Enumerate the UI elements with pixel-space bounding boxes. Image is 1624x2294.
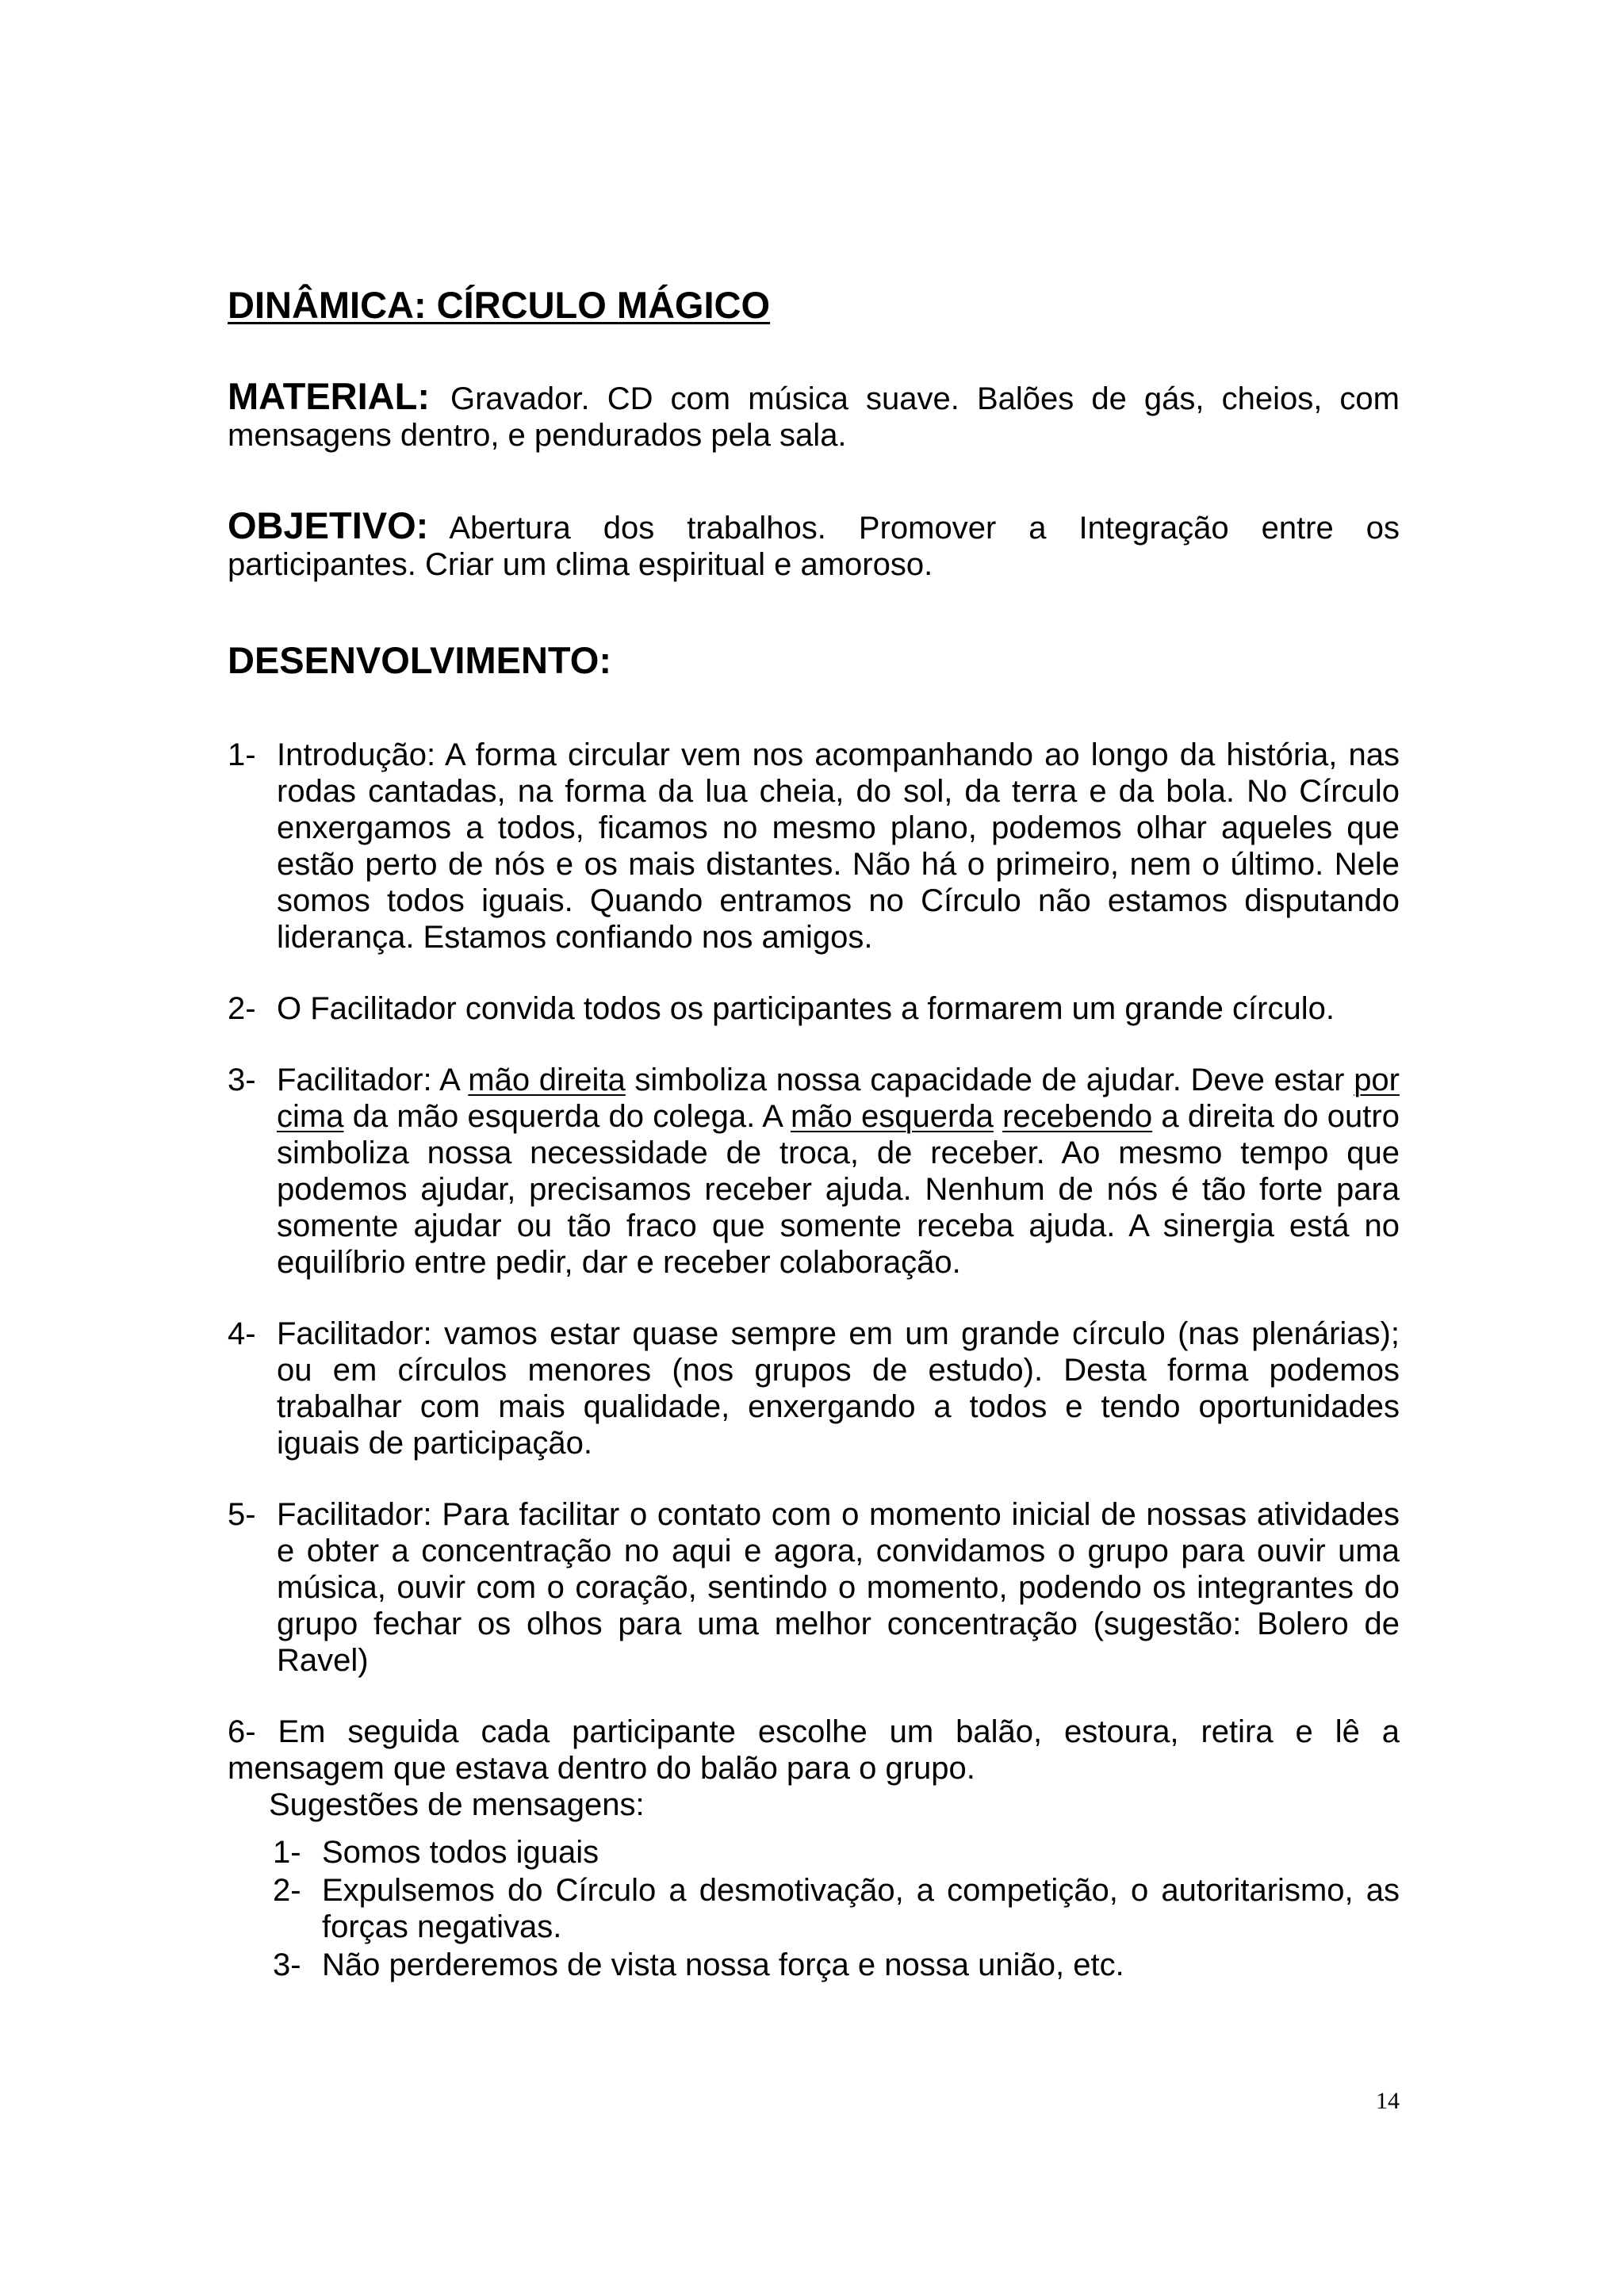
- material-text: Gravador. CD com música suave. Balões de gás, cheios, com mensagens dentro, e pendurados pela sala.: [228, 381, 1400, 453]
- page-title: DINÂMICA: CÍRCULO MÁGICO: [228, 284, 771, 326]
- step-item-4: [228, 1316, 1400, 1461]
- step-item-6: 6- Em seguida cada participante escolhe um balão, estoura, retira e lê a mensagem que estava dentro do balão para o grupo.: [228, 1714, 1400, 1786]
- step-text-part: simboliza nossa capacidade de ajudar. Deve estar: [625, 1063, 1354, 1097]
- suggestion-text: Não perderemos de vista nossa força e nossa união, etc.: [322, 1947, 1124, 1982]
- step-item-3: [228, 1062, 1400, 1281]
- suggestion-item: [273, 1872, 1400, 1945]
- desenvolvimento-heading: DESENVOLVIMENTO:: [228, 639, 611, 681]
- underlined-phrase: recebendo: [1002, 1099, 1153, 1134]
- suggestion-text: Expulsemos do Círculo a desmotivação, a competição, o autoritarismo, as forças negativas.: [322, 1873, 1400, 1944]
- step-text: Facilitador: Para facilitar o contato com o momento inicial de nossas atividades e obter a concentração no aqui e agora, convidamos o grupo para ouvir uma música, ouvir com o coração, sentindo o momento, podendo os integrantes do grupo fechar os olhos para uma melhor concentração (sugestão: Bolero de Ravel): [277, 1497, 1400, 1678]
- step-item-2: [228, 990, 1400, 1027]
- suggestion-item: [273, 1834, 1400, 1871]
- step-item-1: [228, 737, 1400, 956]
- suggestion-number: 1-: [273, 1835, 301, 1870]
- step-text-part: a direita do outro simboliza nossa necessidade de troca, de receber. Ao mesmo tempo que podemos ajudar, precisamos receber ajuda. Nenhum de nós é tão forte para somente ajudar ou tão fraco que somente receba ajuda. A sinergia está no equilíbrio entre pedir, dar e receber colaboração.: [277, 1099, 1400, 1280]
- page-content: [228, 281, 1400, 1985]
- suggestion-item: [273, 1947, 1400, 1983]
- suggestions-title: Sugestões de mensagens:: [269, 1787, 645, 1822]
- underlined-phrase: mão esquerda: [791, 1099, 994, 1134]
- step-text-part: [994, 1099, 1002, 1134]
- page-number: 14: [1376, 2088, 1400, 2114]
- step-text: Introdução: A forma circular vem nos acompanhando ao longo da história, nas rodas cantadas, na forma da lua cheia, do sol, da terra e da bola. No Círculo enxergamos a todos, ficamos no mesmo plano, podemos olhar aqueles que estão perto de nós e os mais distantes. Não há o primeiro, nem o último. Nele somos todos iguais. Quando entramos no Círculo não estamos disputando liderança. Estamos confiando nos amigos.: [277, 737, 1400, 955]
- step-number: 5-: [228, 1497, 256, 1532]
- objetivo-section: [228, 504, 1400, 583]
- step-text: Facilitador: vamos estar quase sempre em um grande círculo (nas plenárias); ou em círculos menores (nos grupos de estudo). Desta forma podemos trabalhar com mais qualidade, enxergando a todos e tendo oportunidades iguais de participação.: [277, 1316, 1400, 1461]
- step-item-5: [228, 1496, 1400, 1679]
- objetivo-text: Abertura dos trabalhos. Promover a Integração entre os participantes. Criar um clima espiritual e amoroso.: [228, 511, 1400, 582]
- suggestion-number: 2-: [273, 1873, 301, 1908]
- underlined-phrase: mão direita: [468, 1063, 626, 1097]
- suggestion-text: Somos todos iguais: [322, 1835, 599, 1870]
- step-number: 1-: [228, 737, 256, 772]
- step-number: 2-: [228, 991, 256, 1026]
- material-section: [228, 375, 1400, 454]
- objetivo-label: OBJETIVO:: [228, 504, 429, 546]
- step-text: O Facilitador convida todos os participantes a formarem um grande círculo.: [277, 991, 1335, 1026]
- step-number: 3-: [228, 1063, 256, 1097]
- material-label: MATERIAL:: [228, 375, 430, 417]
- step-text-part: Facilitador: A: [277, 1063, 469, 1097]
- underlined-phrase: por cima: [277, 1063, 1400, 1134]
- suggestion-number: 3-: [273, 1947, 301, 1982]
- step-text-part: da mão esquerda do colega. A: [343, 1099, 791, 1134]
- step-number: 4-: [228, 1316, 256, 1351]
- step-text: [277, 1062, 1400, 1281]
